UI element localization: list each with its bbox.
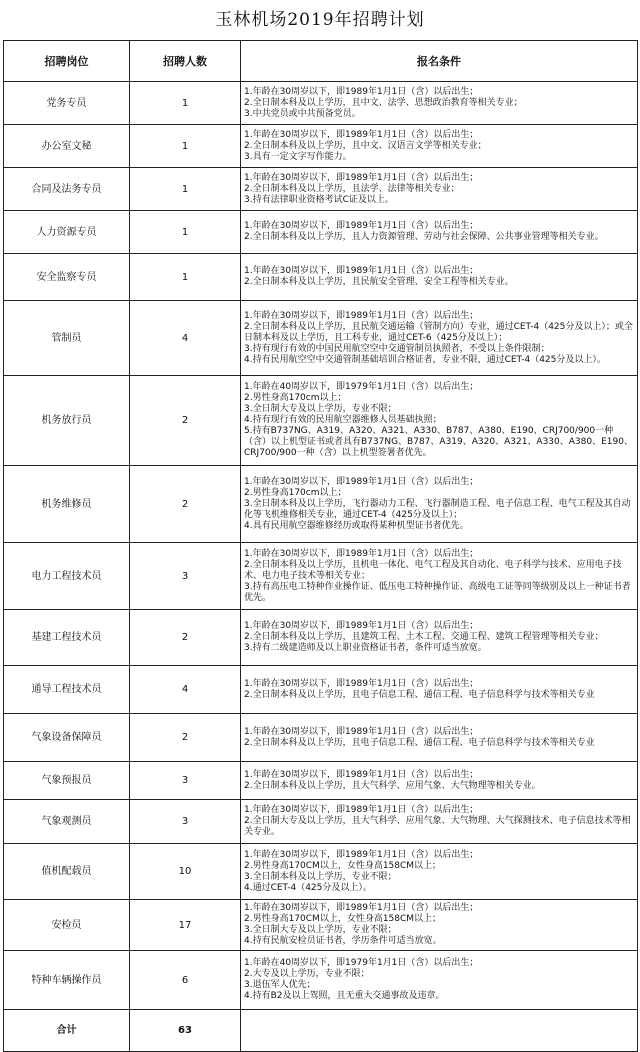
requirements-cell: 1.年龄在30周岁以下，即1989年1月1日（含）以后出生； 2.全日制本科及以上学历，且民航安全管理、安全工程等相关专业。 <box>241 254 638 301</box>
count-cell: 3 <box>130 543 241 610</box>
requirements-cell: 1.年龄在30周岁以下，即1989年1月1日（含）以后出生； 2.全日制大专及以上学历，且大气科学、应用气象、大气物理、大气探测技术、电子信息技术等相关专业。 <box>241 800 638 844</box>
header-requirements: 报名条件 <box>241 41 638 82</box>
document-title: 玉林机场2019年招聘计划 <box>215 10 425 30</box>
position-cell: 安全监察专员 <box>4 254 130 301</box>
recruitment-table <box>3 40 638 1052</box>
table-row <box>4 376 638 466</box>
count-cell: 2 <box>130 610 241 666</box>
total-label: 合计 <box>4 1010 130 1052</box>
requirements-cell: 1.年龄在30周岁以下，即1989年1月1日（含）以后出生； 2.全日制本科及以上学历，且机电一体化、电气工程及其自动化、电子科学与技术、应用电子技术、电力电子技术等相关专业； 3.持有高压电工特种作业操作证、低压电工特种操作证、高级电工证等同等级别及以上一种证书者优先。 <box>241 543 638 610</box>
count-cell: 2 <box>130 466 241 543</box>
table-row <box>4 610 638 666</box>
position-cell: 人力资源专员 <box>4 211 130 254</box>
header-position: 招聘岗位 <box>4 41 130 82</box>
count-cell: 1 <box>130 254 241 301</box>
requirements-cell: 1.年龄在30周岁以下，即1989年1月1日（含）以后出生； 2.男性身高170cm以上； 3.全日制本科及以上学历，飞行器动力工程、飞行器制造工程、电子信息工程、电气工程及其自动化等飞机维修相关专业，通过CET-4（425分及以上）； 4.具有民用航空器维修经历或取得某种机型证书者优先。 <box>241 466 638 543</box>
count-cell: 1 <box>130 211 241 254</box>
position-cell: 气象设备保障员 <box>4 714 130 762</box>
table-row <box>4 466 638 543</box>
requirements-cell: 1.年龄在30周岁以下，即1989年1月1日（含）以后出生； 2.全日制本科及以上学历，且电子信息工程、通信工程、电子信息科学与技术等相关专业 <box>241 666 638 714</box>
total-row <box>4 1010 638 1052</box>
position-cell: 值机配载员 <box>4 844 130 900</box>
count-cell: 1 <box>130 168 241 211</box>
position-cell: 电力工程技术员 <box>4 543 130 610</box>
requirements-cell: 1.年龄在40周岁以下，即1979年1月1日（含）以后出生； 2.男性身高170cm以上； 3.全日制大专及以上学历，专业不限； 4.持有现行有效的民用航空器维修人员基础执照； 5.持有B737NG、A319、A320、A321、A330、B787、A380、E190、CRJ700/900一种（含）以上机型证书或者具有B737NG、B787、A319、A320、A321、A330、A380、E190、CRJ700/900一种（含）以上机型签署者优先。 <box>241 376 638 466</box>
count-cell: 4 <box>130 666 241 714</box>
count-cell: 10 <box>130 844 241 900</box>
table-row <box>4 844 638 900</box>
total-empty-cell <box>241 1010 638 1052</box>
table-row <box>4 254 638 301</box>
count-cell: 1 <box>130 82 241 125</box>
count-cell: 6 <box>130 951 241 1010</box>
table-row <box>4 211 638 254</box>
position-cell: 管制员 <box>4 301 130 376</box>
header-count: 招聘人数 <box>130 41 241 82</box>
requirements-cell: 1.年龄在30周岁以下，即1989年1月1日（含）以后出生； 2.全日制本科及以上学历，且人力资源管理、劳动与社会保障、公共事业管理等相关专业。 <box>241 211 638 254</box>
position-cell: 通导工程技术员 <box>4 666 130 714</box>
position-cell: 安检员 <box>4 900 130 951</box>
count-cell: 17 <box>130 900 241 951</box>
table-row <box>4 800 638 844</box>
table-row <box>4 666 638 714</box>
table-row <box>4 543 638 610</box>
position-cell: 气象观测员 <box>4 800 130 844</box>
position-cell: 特种车辆操作员 <box>4 951 130 1010</box>
requirements-cell: 1.年龄在30周岁以下，即1989年1月1日（含）以后出生； 2.全日制本科及以上学历，且建筑工程、土木工程、交通工程、建筑工程管理等相关专业； 3.持有二级建造师及以上职业资格证书者，条件可适当放宽。 <box>241 610 638 666</box>
table-row <box>4 82 638 125</box>
count-cell: 2 <box>130 376 241 466</box>
requirements-cell: 1.年龄在30周岁以下，即1989年1月1日（含）以后出生； 2.男性身高170CM以上，女性身高158CM以上； 3.全日制本科及以上学历，专业不限； 4.通过CET-4（425分及以上）。 <box>241 844 638 900</box>
table-row <box>4 762 638 800</box>
requirements-cell: 1.年龄在30周岁以下，即1989年1月1日（含）以后出生； 2.男性身高170CM以上，女性身高158CM以上； 3.全日制大专及以上学历，专业不限； 4.持有民航安检员证书者，学历条件可适当放宽。 <box>241 900 638 951</box>
position-cell: 机务维修员 <box>4 466 130 543</box>
requirements-cell: 1.年龄在30周岁以下，即1989年1月1日（含）以后出生； 2.全日制本科及以上学历，且民航交通运输（管制方向）专业，通过CET-4（425分及以上）；或全日制本科及以上学历，且工科专业，通过CET-6（425分及以上）； 3.持有现行有效的中国民用航空空中交通管制员执照者，不受以上条件限制； 4.持有民用航空空中交通管制基础培训合格证者，专业不限，通过CET-4（425分及以上）。 <box>241 301 638 376</box>
table-row <box>4 125 638 168</box>
position-cell: 办公室文秘 <box>4 125 130 168</box>
requirements-cell: 1.年龄在30周岁以下，即1989年1月1日（含）以后出生； 2.全日制本科及以上学历，且中文、汉语言文学等相关专业； 3.具有一定文字写作能力。 <box>241 125 638 168</box>
position-cell: 党务专员 <box>4 82 130 125</box>
count-cell: 3 <box>130 800 241 844</box>
table-row <box>4 301 638 376</box>
count-cell: 2 <box>130 714 241 762</box>
count-cell: 4 <box>130 301 241 376</box>
total-count: 63 <box>130 1010 241 1052</box>
requirements-cell: 1.年龄在30周岁以下，即1989年1月1日（含）以后出生； 2.全日制本科及以上学历，且大气科学、应用气象、大气物理等相关专业。 <box>241 762 638 800</box>
requirements-cell: 1.年龄在30周岁以下，即1989年1月1日（含）以后出生； 2.全日制本科及以上学历，且法学、法律等相关专业； 3.持有法律职业资格考试C证及以上。 <box>241 168 638 211</box>
count-cell: 1 <box>130 125 241 168</box>
table-row <box>4 900 638 951</box>
header-row <box>4 41 638 82</box>
position-cell: 合同及法务专员 <box>4 168 130 211</box>
position-cell: 机务放行员 <box>4 376 130 466</box>
table-row <box>4 951 638 1010</box>
position-cell: 基建工程技术员 <box>4 610 130 666</box>
count-cell: 3 <box>130 762 241 800</box>
table-row <box>4 168 638 211</box>
requirements-cell: 1.年龄在40周岁以下，即1979年1月1日（含）以后出生； 2.大专及以上学历，专业不限； 3.退伍军人优先； 4.持有B2及以上驾照，且无重大交通事故及违章。 <box>241 951 638 1010</box>
requirements-cell: 1.年龄在30周岁以下，即1989年1月1日（含）以后出生； 2.全日制本科及以上学历，且中文、法学、思想政治教育等相关专业； 3.中共党员或中共预备党员。 <box>241 82 638 125</box>
position-cell: 气象预报员 <box>4 762 130 800</box>
table-row <box>4 714 638 762</box>
requirements-cell: 1.年龄在30周岁以下，即1989年1月1日（含）以后出生； 2.全日制本科及以上学历，且电子信息工程、通信工程、电子信息科学与技术等相关专业 <box>241 714 638 762</box>
